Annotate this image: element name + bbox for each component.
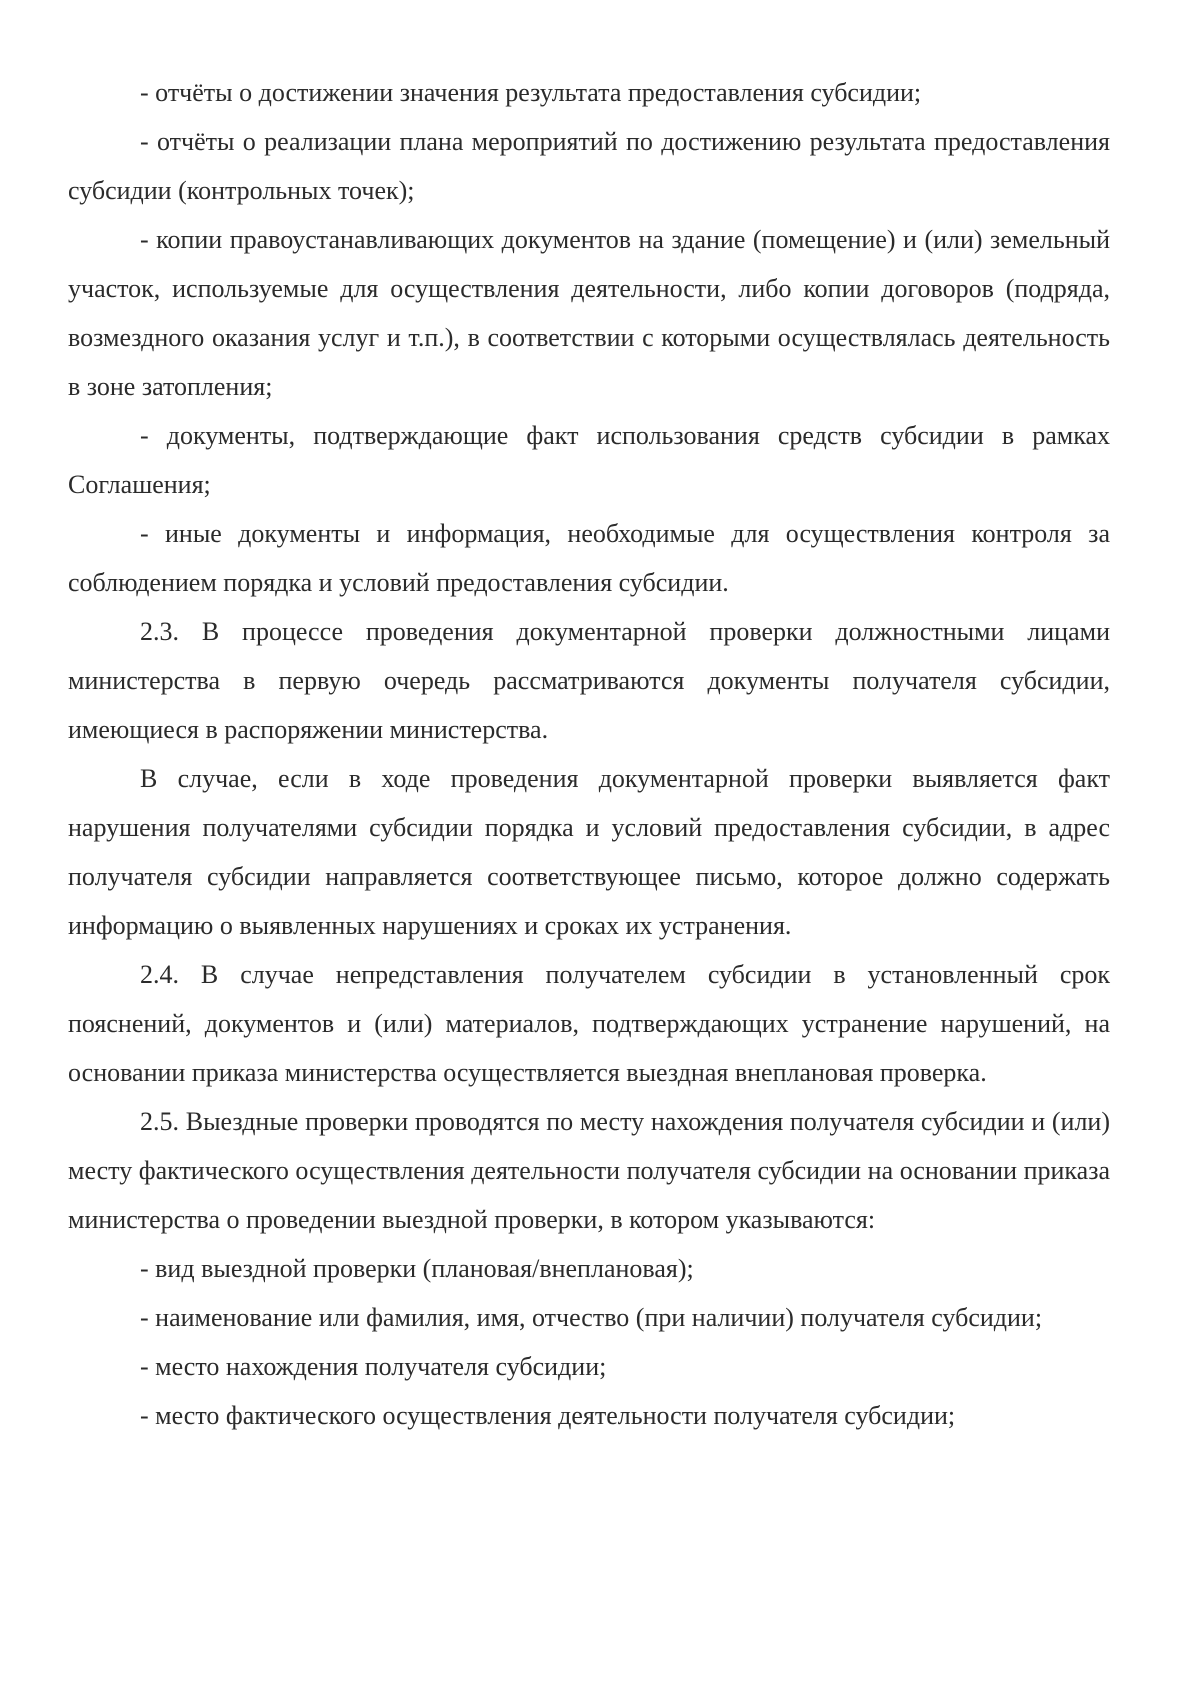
- paragraph-other-documents: - иные документы и информация, необходимые для осуществления контроля за соблюдением порядка и условий предоставления субсидии.: [68, 519, 1110, 597]
- paragraph-2-3: 2.3. В процессе проведения документарной проверки должностными лицами министерства в первую очередь рассматриваются документы получателя субсидии, имеющиеся в распоряжении министерства.: [68, 617, 1110, 744]
- paragraph-recipient-location: - место нахождения получателя субсидии;: [140, 1352, 607, 1381]
- paragraph-recipient-name: - наименование или фамилия, имя, отчество (при наличии) получателя субсидии;: [140, 1303, 1043, 1332]
- document-body: [68, 68, 1110, 1440]
- paragraph-2-4: 2.4. В случае непредставления получателем субсидии в установленный срок пояснений, документов и (или) материалов, подтверждающих устранение нарушений, на основании приказа министерства осуществляется выездная внеплановая проверка.: [68, 960, 1110, 1087]
- paragraph-2-5: 2.5. Выездные проверки проводятся по месту нахождения получателя субсидии и (или) месту фактического осуществления деятельности получателя субсидии на основании приказа министерства о проведении выездной проверки, в котором указываются:: [68, 1107, 1110, 1234]
- paragraph-inspection-type: - вид выездной проверки (плановая/внеплановая);: [140, 1254, 694, 1283]
- paragraph-activity-location: - место фактического осуществления деятельности получателя субсидии;: [140, 1401, 956, 1430]
- paragraph-violation-case: В случае, если в ходе проведения документарной проверки выявляется факт нарушения получателями субсидии порядка и условий предоставления субсидии, в адрес получателя субсидии направляется соответствующее письмо, которое должно содержать информацию о выявленных нарушениях и сроках их устранения.: [68, 764, 1110, 940]
- paragraph-reports-result: - отчёты о достижении значения результата предоставления субсидии;: [140, 78, 922, 107]
- paragraph-usage-documents: - документы, подтверждающие факт использования средств субсидии в рамках Соглашения;: [68, 421, 1110, 499]
- paragraph-title-documents: - копии правоустанавливающих документов на здание (помещение) и (или) земельный участок, используемые для осуществления деятельности, либо копии договоров (подряда, возмездного оказания услуг и т.п.), в соответствии с которыми осуществлялась деятельность в зоне затопления;: [68, 225, 1110, 401]
- paragraph-reports-plan: - отчёты о реализации плана мероприятий по достижению результата предоставления субсидии (контрольных точек);: [68, 127, 1110, 205]
